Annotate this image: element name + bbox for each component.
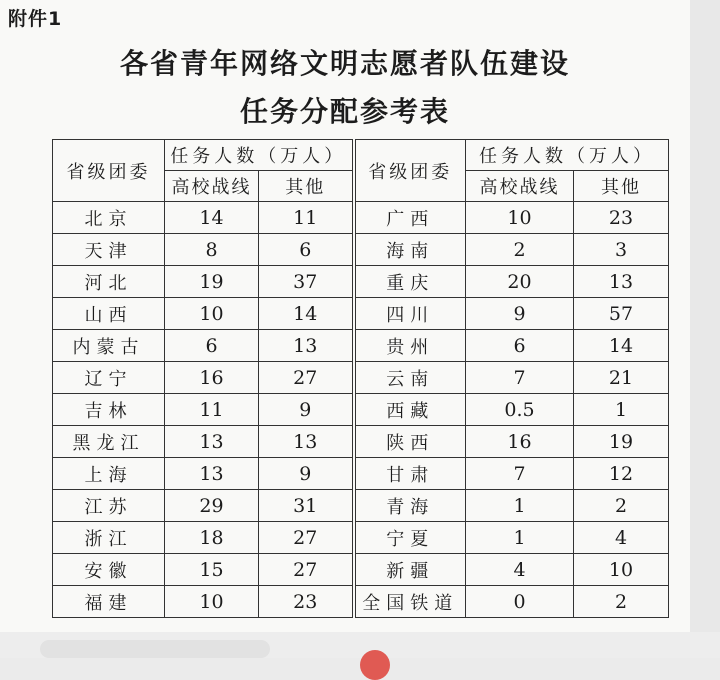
other-count-cell: 21	[574, 362, 669, 394]
university-count-cell: 0	[466, 586, 574, 618]
province-name-cell: 全国铁道	[354, 586, 466, 618]
bottom-bar	[0, 632, 720, 658]
province-name-cell: 浙江	[53, 522, 165, 554]
university-count-cell: 15	[165, 554, 259, 586]
other-count-cell: 4	[574, 522, 669, 554]
document-subtitle: 任务分配参考表	[239, 95, 450, 128]
table-row	[53, 490, 669, 522]
header-task: 任务人数（万人）	[466, 140, 669, 171]
other-count-cell: 13	[259, 426, 354, 458]
table-row	[53, 554, 669, 586]
other-count-cell: 23	[259, 586, 354, 618]
university-count-cell: 16	[466, 426, 574, 458]
other-count-cell: 3	[574, 234, 669, 266]
province-name-cell: 天津	[53, 234, 165, 266]
province-name-cell: 贵州	[354, 330, 466, 362]
province-name-cell: 河北	[53, 266, 165, 298]
province-name-cell: 内蒙古	[53, 330, 165, 362]
university-count-cell: 13	[165, 458, 259, 490]
university-count-cell: 6	[165, 330, 259, 362]
university-count-cell: 0.5	[466, 394, 574, 426]
province-name-cell: 重庆	[354, 266, 466, 298]
header-province: 省级团委	[354, 140, 466, 202]
province-name-cell: 四川	[354, 298, 466, 330]
task-allocation-table	[52, 139, 669, 618]
province-name-cell: 北京	[53, 202, 165, 234]
document-title: 各省青年网络文明志愿者队伍建设	[119, 47, 570, 80]
university-count-cell: 7	[466, 458, 574, 490]
other-count-cell: 9	[259, 458, 354, 490]
other-count-cell: 13	[574, 266, 669, 298]
other-count-cell: 27	[259, 362, 354, 394]
header-university: 高校战线	[466, 171, 574, 202]
other-count-cell: 1	[574, 394, 669, 426]
province-name-cell: 广西	[354, 202, 466, 234]
other-count-cell: 2	[574, 586, 669, 618]
province-name-cell: 山西	[53, 298, 165, 330]
other-count-cell: 19	[574, 426, 669, 458]
province-name-cell: 福建	[53, 586, 165, 618]
header-other: 其他	[259, 171, 354, 202]
other-count-cell: 13	[259, 330, 354, 362]
other-count-cell: 37	[259, 266, 354, 298]
university-count-cell: 1	[466, 490, 574, 522]
province-name-cell: 云南	[354, 362, 466, 394]
table-row	[53, 202, 669, 234]
table-row	[53, 586, 669, 618]
university-count-cell: 4	[466, 554, 574, 586]
university-count-cell: 8	[165, 234, 259, 266]
other-count-cell: 14	[574, 330, 669, 362]
province-name-cell: 吉林	[53, 394, 165, 426]
province-name-cell: 青海	[354, 490, 466, 522]
university-count-cell: 7	[466, 362, 574, 394]
province-name-cell: 海南	[354, 234, 466, 266]
province-name-cell: 西藏	[354, 394, 466, 426]
other-count-cell: 10	[574, 554, 669, 586]
university-count-cell: 6	[466, 330, 574, 362]
other-count-cell: 14	[259, 298, 354, 330]
university-count-cell: 16	[165, 362, 259, 394]
province-name-cell: 甘肃	[354, 458, 466, 490]
university-count-cell: 19	[165, 266, 259, 298]
other-count-cell: 31	[259, 490, 354, 522]
other-count-cell: 27	[259, 554, 354, 586]
university-count-cell: 18	[165, 522, 259, 554]
table-row	[53, 234, 669, 266]
university-count-cell: 9	[466, 298, 574, 330]
other-count-cell: 27	[259, 522, 354, 554]
header-province: 省级团委	[53, 140, 165, 202]
attachment-label: 附件1	[8, 8, 63, 30]
table-header-row	[53, 140, 669, 171]
province-name-cell: 陕西	[354, 426, 466, 458]
university-count-cell: 13	[165, 426, 259, 458]
province-name-cell: 上海	[53, 458, 165, 490]
university-count-cell: 2	[466, 234, 574, 266]
table-row	[53, 458, 669, 490]
header-other: 其他	[574, 171, 669, 202]
other-count-cell: 12	[574, 458, 669, 490]
university-count-cell: 20	[466, 266, 574, 298]
other-count-cell: 2	[574, 490, 669, 522]
university-count-cell: 29	[165, 490, 259, 522]
other-count-cell: 23	[574, 202, 669, 234]
university-count-cell: 1	[466, 522, 574, 554]
university-count-cell: 10	[165, 586, 259, 618]
university-count-cell: 10	[466, 202, 574, 234]
header-task: 任务人数（万人）	[165, 140, 354, 171]
province-name-cell: 黑龙江	[53, 426, 165, 458]
university-count-cell: 11	[165, 394, 259, 426]
other-count-cell: 11	[259, 202, 354, 234]
red-circle-icon[interactable]	[360, 650, 390, 680]
header-university: 高校战线	[165, 171, 259, 202]
table-row	[53, 394, 669, 426]
other-count-cell: 6	[259, 234, 354, 266]
table-row	[53, 362, 669, 394]
table-row	[53, 522, 669, 554]
province-name-cell: 新疆	[354, 554, 466, 586]
table-row	[53, 266, 669, 298]
other-count-cell: 57	[574, 298, 669, 330]
table-row	[53, 330, 669, 362]
table-row	[53, 426, 669, 458]
table-row	[53, 298, 669, 330]
university-count-cell: 14	[165, 202, 259, 234]
background-strip	[690, 0, 720, 632]
province-name-cell: 辽宁	[53, 362, 165, 394]
input-pill[interactable]	[40, 640, 270, 658]
university-count-cell: 10	[165, 298, 259, 330]
other-count-cell: 9	[259, 394, 354, 426]
province-name-cell: 江苏	[53, 490, 165, 522]
province-name-cell: 宁夏	[354, 522, 466, 554]
province-name-cell: 安徽	[53, 554, 165, 586]
